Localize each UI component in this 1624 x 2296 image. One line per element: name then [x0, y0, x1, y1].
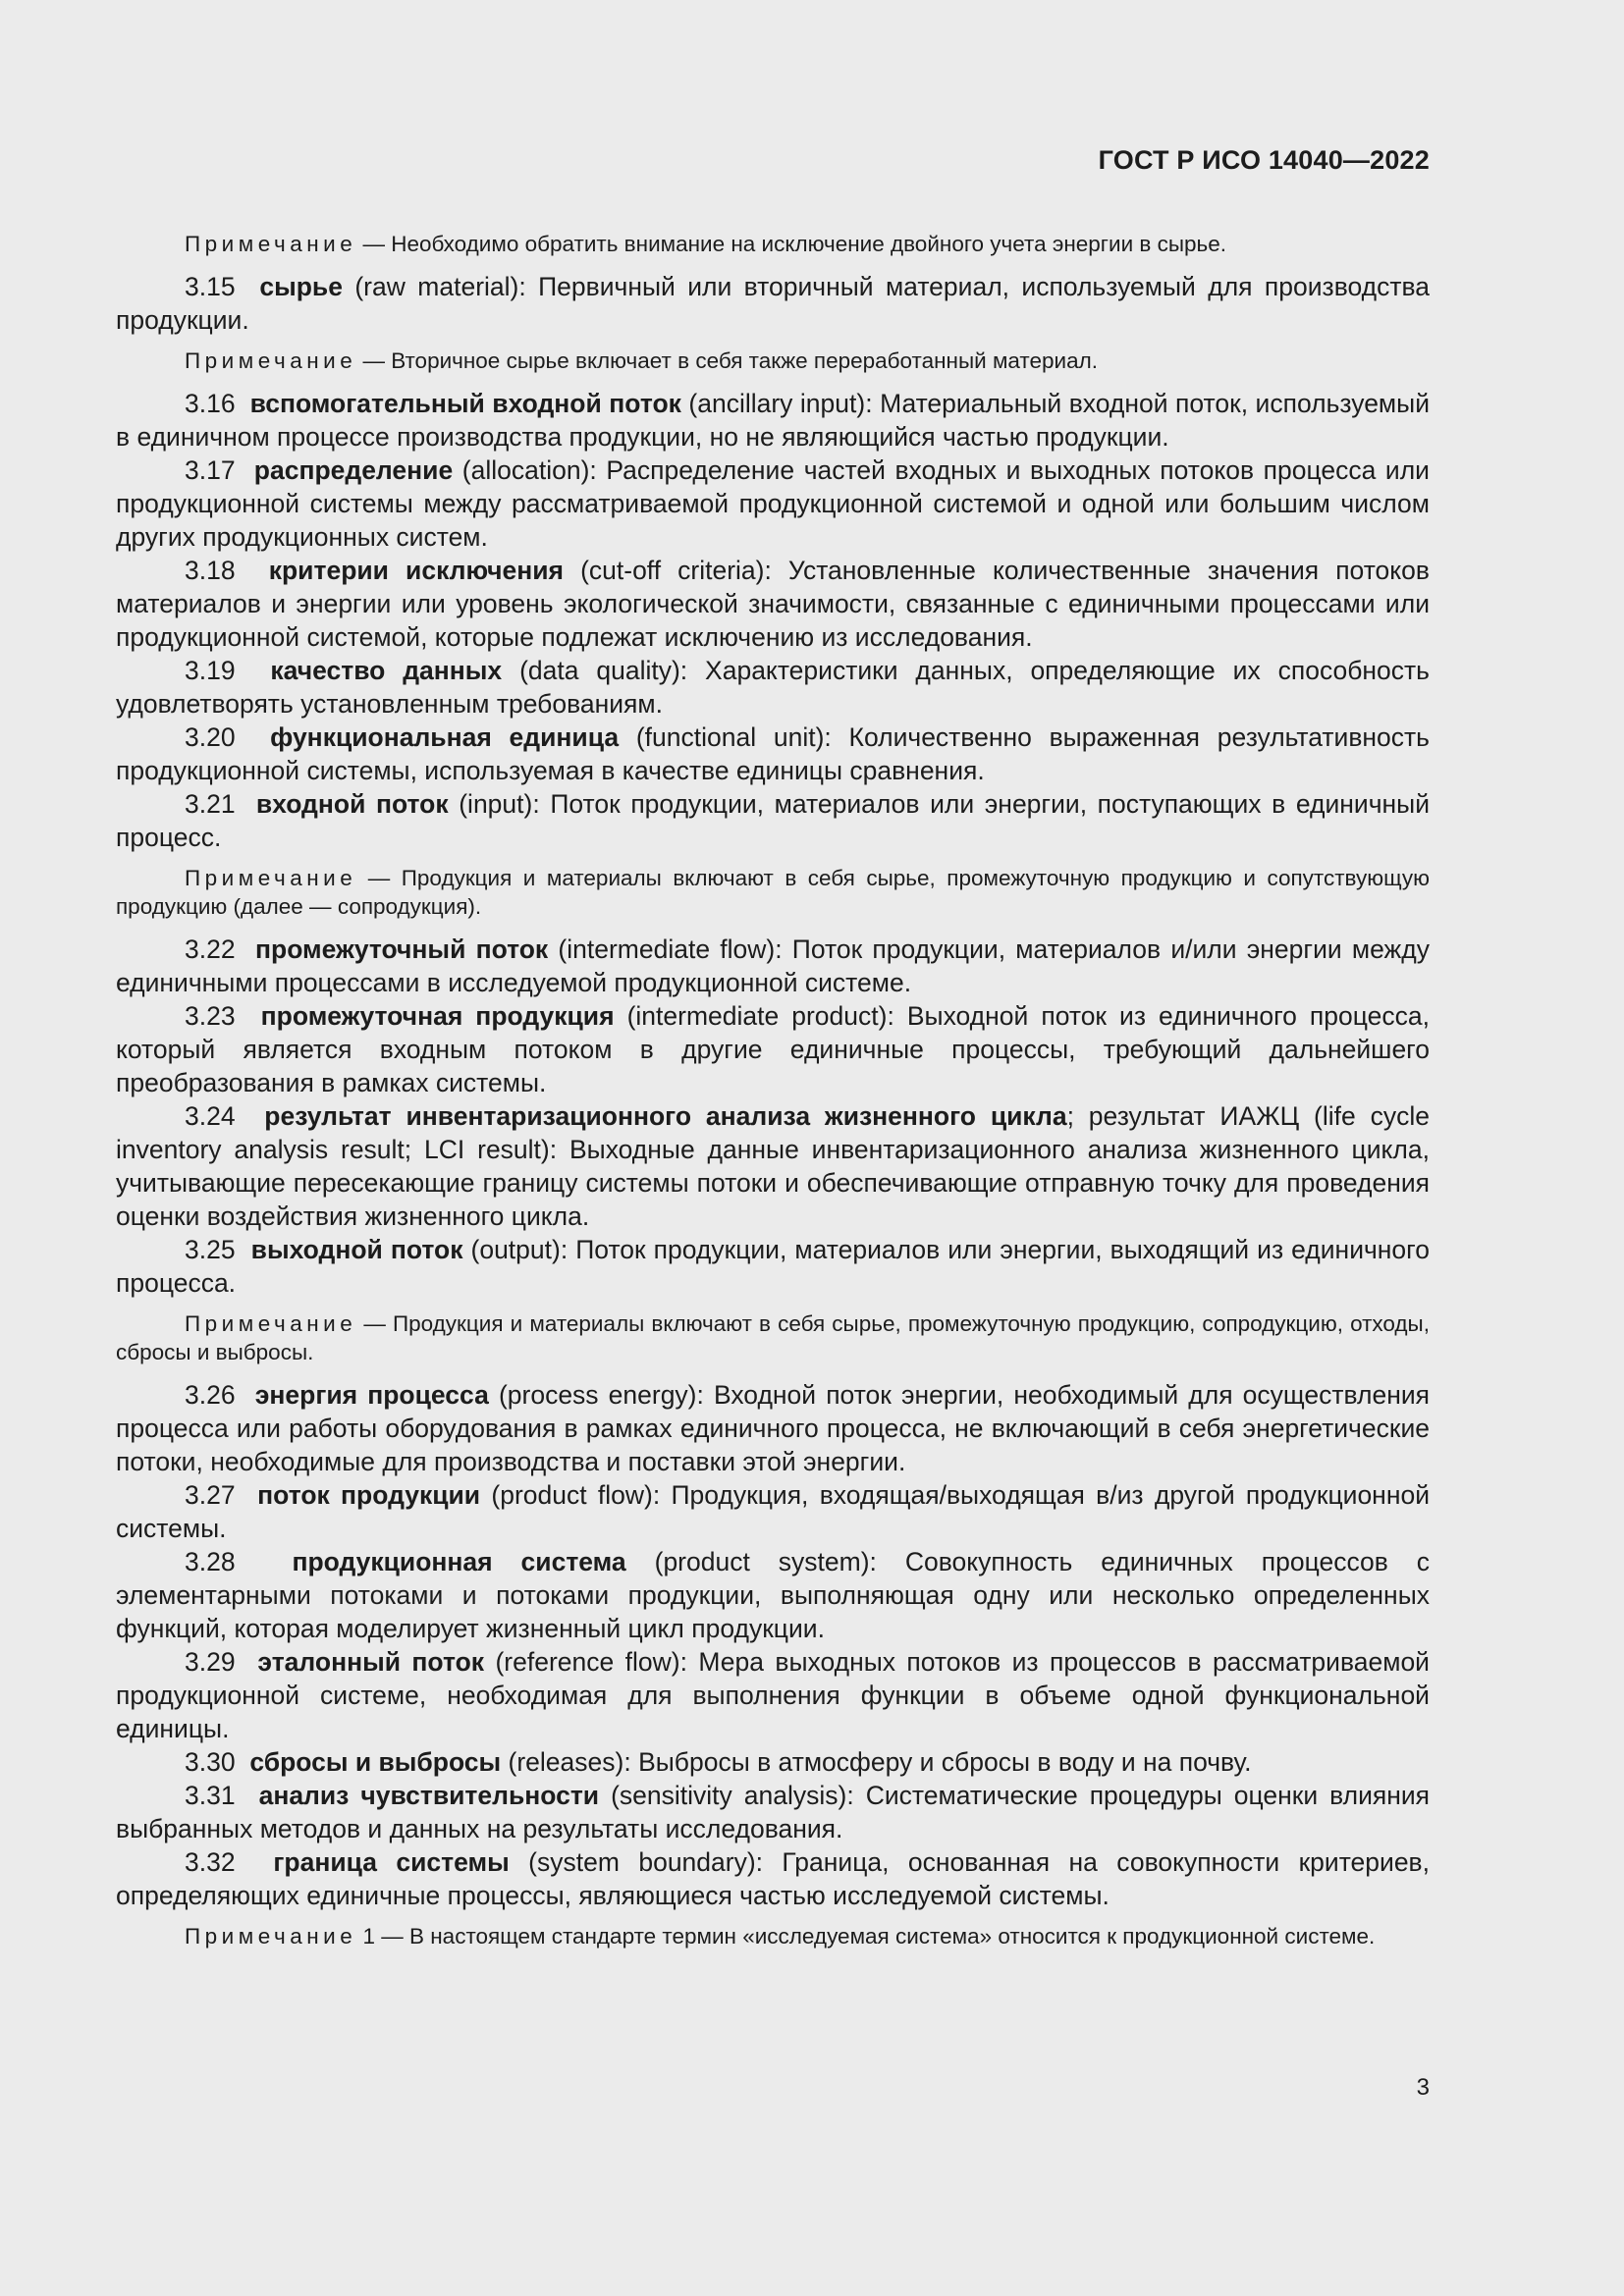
term-definition: (output): Поток продукции, материалов или энергии, выходящий из единичного процесса. — [116, 1235, 1430, 1298]
note — [116, 1922, 1430, 1950]
term-name: функциональная единица — [270, 722, 620, 752]
page-number: 3 — [1416, 2074, 1430, 2101]
note-label: Примечание — [185, 232, 357, 256]
note-text: — Продукция и материалы включают в себя сырье, промежуточную продукцию и сопутствующую продукцию (далее — сопродукция). — [116, 866, 1430, 919]
term-name: эталонный поток — [257, 1647, 485, 1677]
term-definition: (intermediate product): Выходной поток из единичного процесса, который является входным потоком в другие единичные процессы, требующий дальнейшего преобразования в рамках системы. — [116, 1001, 1430, 1097]
term-entry-3-19 — [116, 654, 1430, 721]
term-entry-3-20 — [116, 721, 1430, 787]
term-definition: ; результат ИАЖЦ (life cycle inventory analysis result; LCI result): Выходные данные инвентаризационного анализа жизненного цикла, учитывающие пересекающие границу системы потоки и обеспечивающие отправную точку для проведения оценки воздействия жизненного цикла. — [116, 1101, 1430, 1231]
term-definition: (ancillary input): Материальный входной поток, используемый в единичном процессе производства продукции, но не являющийся частью продукции. — [116, 389, 1430, 452]
term-number: 3.16 — [185, 389, 236, 418]
term-number: 3.26 — [185, 1380, 236, 1410]
term-definition: (product system): Совокупность единичных процессов с элементарными потоками и потоками продукции, выполняющая одну или несколько определенных функций, которая моделирует жизненный цикл продукции. — [116, 1547, 1430, 1643]
term-name: сырье — [259, 272, 343, 301]
term-number: 3.18 — [185, 556, 236, 585]
term-number: 3.29 — [185, 1647, 236, 1677]
document-body — [116, 220, 1430, 1962]
term-number: 3.17 — [185, 455, 236, 485]
note — [116, 347, 1430, 375]
term-definition: (raw material): Первичный или вторичный материал, используемый для производства продукции. — [116, 272, 1430, 335]
document-header: ГОСТ Р ИСО 14040—2022 — [1098, 145, 1430, 175]
term-number: 3.24 — [185, 1101, 236, 1131]
note-text: 1 — В настоящем стандарте термин «исследуемая система» относится к продукционной системе. — [356, 1924, 1376, 1949]
term-definition: (process energy): Входной поток энергии, необходимый для осуществления процесса или работы оборудования в рамках единичного процесса, не включающий в себя энергетические потоки, необходимые для производства и поставки этой энергии. — [116, 1380, 1430, 1476]
note-label: Примечание — [185, 866, 357, 890]
term-definition: (data quality): Характеристики данных, определяющие их способность удовлетворять установленным требованиям. — [116, 656, 1430, 719]
term-entry-3-31 — [116, 1779, 1430, 1845]
term-entry-3-16 — [116, 387, 1430, 454]
term-entry-3-25 — [116, 1233, 1430, 1300]
note-text: — Вторичное сырье включает в себя также переработанный материал. — [356, 348, 1098, 373]
term-name: качество данных — [270, 656, 503, 685]
term-name: промежуточная продукция — [260, 1001, 615, 1031]
term-definition: (releases): Выбросы в атмосферу и сбросы в воду и на почву. — [501, 1747, 1252, 1777]
term-number: 3.15 — [185, 272, 236, 301]
term-definition: (input): Поток продукции, материалов или энергии, поступающих в единичный процесс. — [116, 789, 1430, 852]
term-definition: (allocation): Распределение частей входных и выходных потоков процесса или продукционной системы между рассматриваемой продукционной системой и одной или большим числом других продукционных систем. — [116, 455, 1430, 552]
term-entry-3-29 — [116, 1645, 1430, 1745]
term-entry-3-32 — [116, 1845, 1430, 1912]
term-name: поток продукции — [257, 1480, 481, 1510]
term-name: промежуточный поток — [255, 934, 549, 964]
term-entry-3-28 — [116, 1545, 1430, 1645]
term-name: сбросы и выбросы — [249, 1747, 502, 1777]
term-name: входной поток — [255, 789, 449, 819]
term-name: вспомогательный входной поток — [249, 389, 681, 418]
term-definition: (system boundary): Граница, основанная на совокупности критериев, определяющих единичные процессы, являющиеся частью исследуемой системы. — [116, 1847, 1430, 1910]
term-number: 3.23 — [185, 1001, 236, 1031]
note-text: — Необходимо обратить внимание на исключение двойного учета энергии в сырье. — [356, 232, 1227, 256]
note — [116, 1309, 1430, 1366]
term-name: результат инвентаризационного анализа жизненного цикла — [264, 1101, 1067, 1131]
term-entry-3-15 — [116, 270, 1430, 337]
term-number: 3.32 — [185, 1847, 236, 1877]
term-name: выходной поток — [250, 1235, 463, 1264]
term-definition: (sensitivity analysis): Систематические процедуры оценки влияния выбранных методов и данных на результаты исследования. — [116, 1781, 1431, 1843]
term-number: 3.22 — [185, 934, 236, 964]
note-text: — Продукция и материалы включают в себя сырье, промежуточную продукцию, сопродукцию, отходы, сбросы и выбросы. — [116, 1311, 1430, 1364]
term-number: 3.19 — [185, 656, 236, 685]
note-label: Примечание — [185, 1311, 357, 1336]
term-name: анализ чувствительности — [258, 1781, 600, 1810]
term-number: 3.28 — [185, 1547, 236, 1576]
term-entry-3-22 — [116, 933, 1430, 999]
term-definition: (intermediate flow): Поток продукции, материалов и/или энергии между единичными процессами в исследуемой продукционной системе. — [116, 934, 1430, 997]
term-entry-3-21 — [116, 787, 1430, 854]
term-entry-3-30 — [116, 1745, 1430, 1779]
term-definition: (reference flow): Мера выходных потоков из процессов в рассматриваемой продукционной системе, необходимая для выполнения функции в объеме одной функциональной единицы. — [116, 1647, 1430, 1743]
term-definition: (product flow): Продукция, входящая/выходящая в/из другой продукционной системы. — [116, 1480, 1430, 1543]
note — [116, 864, 1430, 921]
term-number: 3.21 — [185, 789, 236, 819]
note-label: Примечание — [185, 348, 357, 373]
note-label: Примечание — [185, 1924, 357, 1949]
term-entry-3-24 — [116, 1099, 1430, 1233]
term-entry-3-26 — [116, 1378, 1430, 1478]
term-name: продукционная система — [292, 1547, 626, 1576]
term-name: критерии исключения — [268, 556, 564, 585]
term-entry-3-18 — [116, 554, 1430, 654]
term-name: распределение — [253, 455, 454, 485]
term-entry-3-23 — [116, 999, 1430, 1099]
term-number: 3.30 — [185, 1747, 236, 1777]
note — [116, 230, 1430, 258]
term-name: энергия процесса — [254, 1380, 489, 1410]
term-number: 3.25 — [185, 1235, 236, 1264]
term-name: граница системы — [273, 1847, 510, 1877]
term-entry-3-27 — [116, 1478, 1430, 1545]
term-definition: (cut-off criteria): Установленные количественные значения потоков материалов и энергии или уровень экологической значимости, связанные с единичными процессами или продукционной системой, которые подлежат исключению из исследования. — [116, 556, 1430, 652]
term-number: 3.20 — [185, 722, 236, 752]
term-number: 3.27 — [185, 1480, 236, 1510]
term-entry-3-17 — [116, 454, 1430, 554]
term-number: 3.31 — [185, 1781, 236, 1810]
term-definition: (functional unit): Количественно выраженная результативность продукционной системы, используемая в качестве единицы сравнения. — [116, 722, 1430, 785]
